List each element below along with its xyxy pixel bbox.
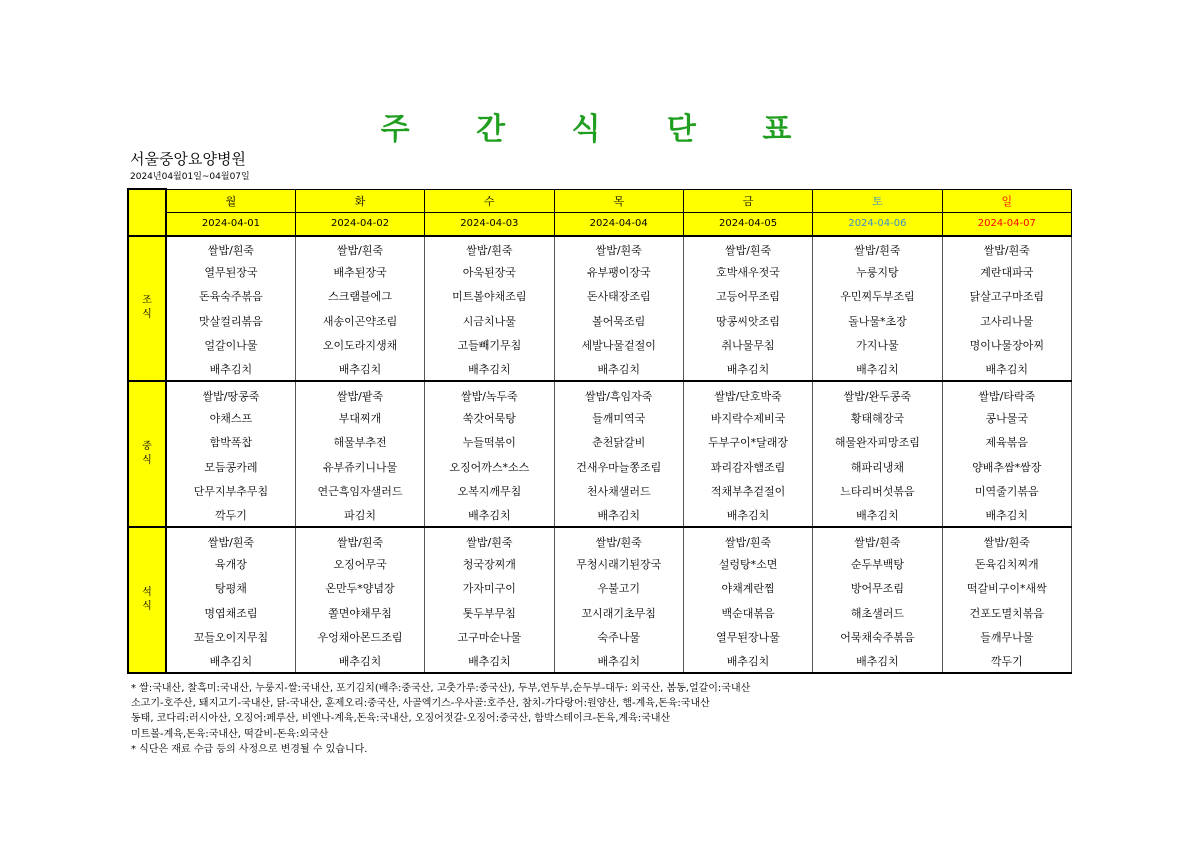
menu-item: 오복지깨무침 [425, 479, 554, 503]
menu-item: 스크램블에그 [295, 284, 424, 308]
menu-item: 쌀밥/흰죽 [942, 236, 1071, 260]
menu-item: 배추김치 [425, 357, 554, 381]
menu-item: 두부구이*달래장 [683, 430, 812, 454]
menu-item: 연근흑임자샐러드 [295, 479, 424, 503]
menu-item: 쌀밥/녹두죽 [425, 381, 554, 405]
menu-item: 쌀밥/완두콩죽 [813, 381, 942, 405]
menu-item: 오징어무국 [295, 552, 424, 576]
menu-item: 우민찌두부조림 [813, 284, 942, 308]
menu-item: 배추김치 [813, 649, 942, 673]
menu-item: 쌀밥/흰죽 [554, 527, 683, 551]
menu-item: 유부쥬키니나물 [295, 454, 424, 478]
table-row [128, 527, 1072, 551]
menu-item: 시금치나물 [425, 308, 554, 332]
menu-item: 미역줄기볶음 [942, 479, 1071, 503]
menu-item: 방어무조림 [813, 576, 942, 600]
menu-item: 배추김치 [942, 357, 1071, 381]
page-title: 주 간 식 단 표 [380, 112, 820, 147]
menu-item: 열무된장국 [166, 260, 295, 284]
table-row [128, 625, 1072, 649]
meal-label-char: 식 [142, 601, 152, 613]
menu-item: 쌀밥/흰죽 [295, 527, 424, 551]
menu-item: 땅콩씨앗조림 [683, 308, 812, 332]
menu-item: 배추김치 [166, 357, 295, 381]
table-row [128, 454, 1072, 478]
menu-item: 쌀밥/흰죽 [425, 527, 554, 551]
date-row [128, 212, 1072, 236]
menu-item: 배추된장국 [295, 260, 424, 284]
menu-item: 건포도멸치볶음 [942, 600, 1071, 624]
note-line: 동태, 코다리:러시아산, 오징어:페루산, 비엔나-계육,돈육:국내산, 오징어젓갈-오징어:중국산, 함박스테이크-돈육,계육:국내산 [131, 713, 671, 725]
table-row [128, 503, 1072, 527]
note-line: 미트볼-계육,돈육:국내산, 떡갈비-돈육:외국산 [131, 728, 329, 740]
menu-item: 맛살컬리볶음 [166, 308, 295, 332]
menu-item: 해물완자피망조림 [813, 430, 942, 454]
menu-item: 깍두기 [166, 503, 295, 527]
hospital-name: 서울중앙요양병원 [130, 150, 246, 168]
meal-label-char: 석 [142, 587, 152, 599]
table-row [128, 576, 1072, 600]
menu-item: 백순대볶음 [683, 600, 812, 624]
table-row [128, 236, 1072, 260]
origin-notes [131, 681, 750, 757]
menu-item: 돈육숙주볶음 [166, 284, 295, 308]
menu-item: 세발나물겉절이 [554, 333, 683, 357]
menu-item: 배추김치 [813, 357, 942, 381]
day-date-3: 2024-04-03 [425, 212, 554, 236]
menu-item: 돌나물*초장 [813, 308, 942, 332]
menu-item: 건새우마늘쫑조림 [554, 454, 683, 478]
day-name-3: 수 [425, 189, 554, 212]
menu-item: 쌀밥/흰죽 [683, 236, 812, 260]
menu-item: 계란대파국 [942, 260, 1071, 284]
menu-item: 호박새우젓국 [683, 260, 812, 284]
day-date-6: 2024-04-06 [813, 212, 942, 236]
menu-item: 들깨무나물 [942, 625, 1071, 649]
menu-item: 부대찌개 [295, 406, 424, 430]
menu-item: 바지락수제비국 [683, 406, 812, 430]
menu-item: 떡갈비구이*새싹 [942, 576, 1071, 600]
menu-item: 미트볼야채조림 [425, 284, 554, 308]
menu-item: 쌀밥/흰죽 [942, 527, 1071, 551]
menu-item: 가지나물 [813, 333, 942, 357]
menu-item: 쌀밥/팥죽 [295, 381, 424, 405]
menu-item: 쌀밥/흰죽 [683, 527, 812, 551]
menu-item: 쌀밥/흰죽 [425, 236, 554, 260]
table-row [128, 357, 1072, 381]
day-name-row [128, 189, 1072, 212]
table-row [128, 284, 1072, 308]
menu-item: 함박폭찹 [166, 430, 295, 454]
menu-item: 고들빼기무침 [425, 333, 554, 357]
menu-item: 청국장찌개 [425, 552, 554, 576]
meal-label-char: 조 [142, 295, 152, 307]
menu-item: 제육볶음 [942, 430, 1071, 454]
menu-item: 쌀밥/흑임자죽 [554, 381, 683, 405]
menu-item: 해물부추전 [295, 430, 424, 454]
table-row [128, 381, 1072, 405]
table-row [128, 333, 1072, 357]
menu-item: 무청시래기된장국 [554, 552, 683, 576]
menu-item: 깍두기 [942, 649, 1071, 673]
menu-item: 배추김치 [554, 503, 683, 527]
menu-item: 배추김치 [683, 357, 812, 381]
menu-item: 춘천닭갈비 [554, 430, 683, 454]
meal-label [128, 236, 166, 382]
menu-item: 쌀밥/흰죽 [813, 527, 942, 551]
menu-item: 배추김치 [295, 357, 424, 381]
menu-item: 쫄면야채무침 [295, 600, 424, 624]
menu-item: 배추김치 [683, 503, 812, 527]
day-date-2: 2024-04-02 [295, 212, 424, 236]
day-date-7: 2024-04-07 [942, 212, 1071, 236]
menu-item: 양배추쌈*쌈장 [942, 454, 1071, 478]
menu-item: 돈육김치찌개 [942, 552, 1071, 576]
menu-item: 돈사태장조림 [554, 284, 683, 308]
meal-label-char: 식 [142, 309, 152, 321]
menu-item: 쌀밥/흰죽 [166, 236, 295, 260]
menu-item: 설렁탕*소면 [683, 552, 812, 576]
day-name-5: 금 [683, 189, 812, 212]
table-row [128, 552, 1072, 576]
menu-item: 가자미구이 [425, 576, 554, 600]
menu-item: 해초샐러드 [813, 600, 942, 624]
menu-item: 볼어묵조림 [554, 308, 683, 332]
menu-item: 배추김치 [683, 649, 812, 673]
menu-item: 탕평채 [166, 576, 295, 600]
menu-item: 아욱된장국 [425, 260, 554, 284]
menu-item: 배추김치 [942, 503, 1071, 527]
day-date-1: 2024-04-01 [166, 212, 295, 236]
day-name-2: 화 [295, 189, 424, 212]
table-row [128, 260, 1072, 284]
menu-item: 명엽채조림 [166, 600, 295, 624]
menu-item: 얼갈이나물 [166, 333, 295, 357]
menu-item: 파김치 [295, 503, 424, 527]
menu-item: 야채스프 [166, 406, 295, 430]
menu-item: 쌀밥/흰죽 [813, 236, 942, 260]
menu-item: 단무지부추무침 [166, 479, 295, 503]
menu-item: 육개장 [166, 552, 295, 576]
menu-item: 콩나물국 [942, 406, 1071, 430]
menu-item: 순두부백탕 [813, 552, 942, 576]
menu-item: 배추김치 [813, 503, 942, 527]
menu-item: 배추김치 [166, 649, 295, 673]
menu-item: 우엉채아몬드조림 [295, 625, 424, 649]
meal-label [128, 527, 166, 673]
weekly-menu-table [127, 188, 1072, 674]
meal-label [128, 381, 166, 527]
day-date-5: 2024-04-05 [683, 212, 812, 236]
menu-item: 모듬콩카레 [166, 454, 295, 478]
menu-item: 야채계란찜 [683, 576, 812, 600]
day-name-1: 월 [166, 189, 295, 212]
menu-item: 황태해장국 [813, 406, 942, 430]
menu-item: 배추김치 [295, 649, 424, 673]
table-row [128, 430, 1072, 454]
menu-item: 톳두부무침 [425, 600, 554, 624]
menu-item: 오징어까스*소스 [425, 454, 554, 478]
note-line: * 식단은 재료 수급 등의 사정으로 변경될 수 있습니다. [131, 743, 368, 755]
menu-item: 들깨미역국 [554, 406, 683, 430]
menu-item: 적채부추겉절이 [683, 479, 812, 503]
note-line: * 쌀:국내산, 찰흑미:국내산, 누룽지-쌀:국내산, 포기김치(배추:중국산, 고춧가루:중국산), 두부,연두부,순두부-대두: 외국산, 봄동,얼갈이:국내산 [131, 683, 751, 694]
menu-period: 2024년04월01일~04월07일 [130, 172, 250, 182]
menu-item: 배추김치 [554, 357, 683, 381]
menu-item: 배추김치 [425, 503, 554, 527]
menu-item: 꽈리감자햄조림 [683, 454, 812, 478]
menu-item: 취나물무침 [683, 333, 812, 357]
menu-item: 쌀밥/흰죽 [554, 236, 683, 260]
meal-label-char: 식 [142, 455, 152, 467]
table-row [128, 406, 1072, 430]
menu-item: 우불고기 [554, 576, 683, 600]
day-name-7: 일 [942, 189, 1071, 212]
menu-item: 배추김치 [554, 649, 683, 673]
meal-label-char: 중 [142, 441, 152, 453]
table-row [128, 479, 1072, 503]
menu-item: 오이도라지생채 [295, 333, 424, 357]
table-corner [128, 189, 166, 236]
menu-item: 새송이곤약조림 [295, 308, 424, 332]
menu-item: 고등어무조림 [683, 284, 812, 308]
menu-item: 쌀밥/흰죽 [166, 527, 295, 551]
menu-item: 쌀밥/단호박죽 [683, 381, 812, 405]
menu-item: 열무된장나물 [683, 625, 812, 649]
menu-item: 닭살고구마조림 [942, 284, 1071, 308]
menu-item: 쌀밥/흰죽 [295, 236, 424, 260]
menu-item: 쑥갓어묵탕 [425, 406, 554, 430]
menu-item: 명이나물장아찌 [942, 333, 1071, 357]
day-name-4: 목 [554, 189, 683, 212]
day-name-6: 토 [813, 189, 942, 212]
menu-item: 고사리나물 [942, 308, 1071, 332]
menu-item: 누룽지탕 [813, 260, 942, 284]
table-row [128, 308, 1072, 332]
note-line: 소고기-호주산, 돼지고기-국내산, 닭-국내산, 훈제오리:중국산, 사골엑기스-우사골:호주산, 참치-가다랑어:원양산, 햄-계육,돈육:국내산 [131, 698, 710, 710]
menu-item: 온만두*양념장 [295, 576, 424, 600]
menu-item: 꼬시래기초무침 [554, 600, 683, 624]
menu-item: 누들떡볶이 [425, 430, 554, 454]
menu-item: 고구마순나물 [425, 625, 554, 649]
menu-item: 천사채샐러드 [554, 479, 683, 503]
menu-item: 유부팽이장국 [554, 260, 683, 284]
table-row [128, 600, 1072, 624]
table-row [128, 649, 1072, 673]
menu-item: 꼬들오이지무침 [166, 625, 295, 649]
menu-item: 어묵채숙주볶음 [813, 625, 942, 649]
day-date-4: 2024-04-04 [554, 212, 683, 236]
menu-item: 해파리냉채 [813, 454, 942, 478]
menu-item: 쌀밥/타락죽 [942, 381, 1071, 405]
menu-item: 배추김치 [425, 649, 554, 673]
menu-item: 쌀밥/땅콩죽 [166, 381, 295, 405]
menu-item: 느타리버섯볶음 [813, 479, 942, 503]
menu-item: 숙주나물 [554, 625, 683, 649]
